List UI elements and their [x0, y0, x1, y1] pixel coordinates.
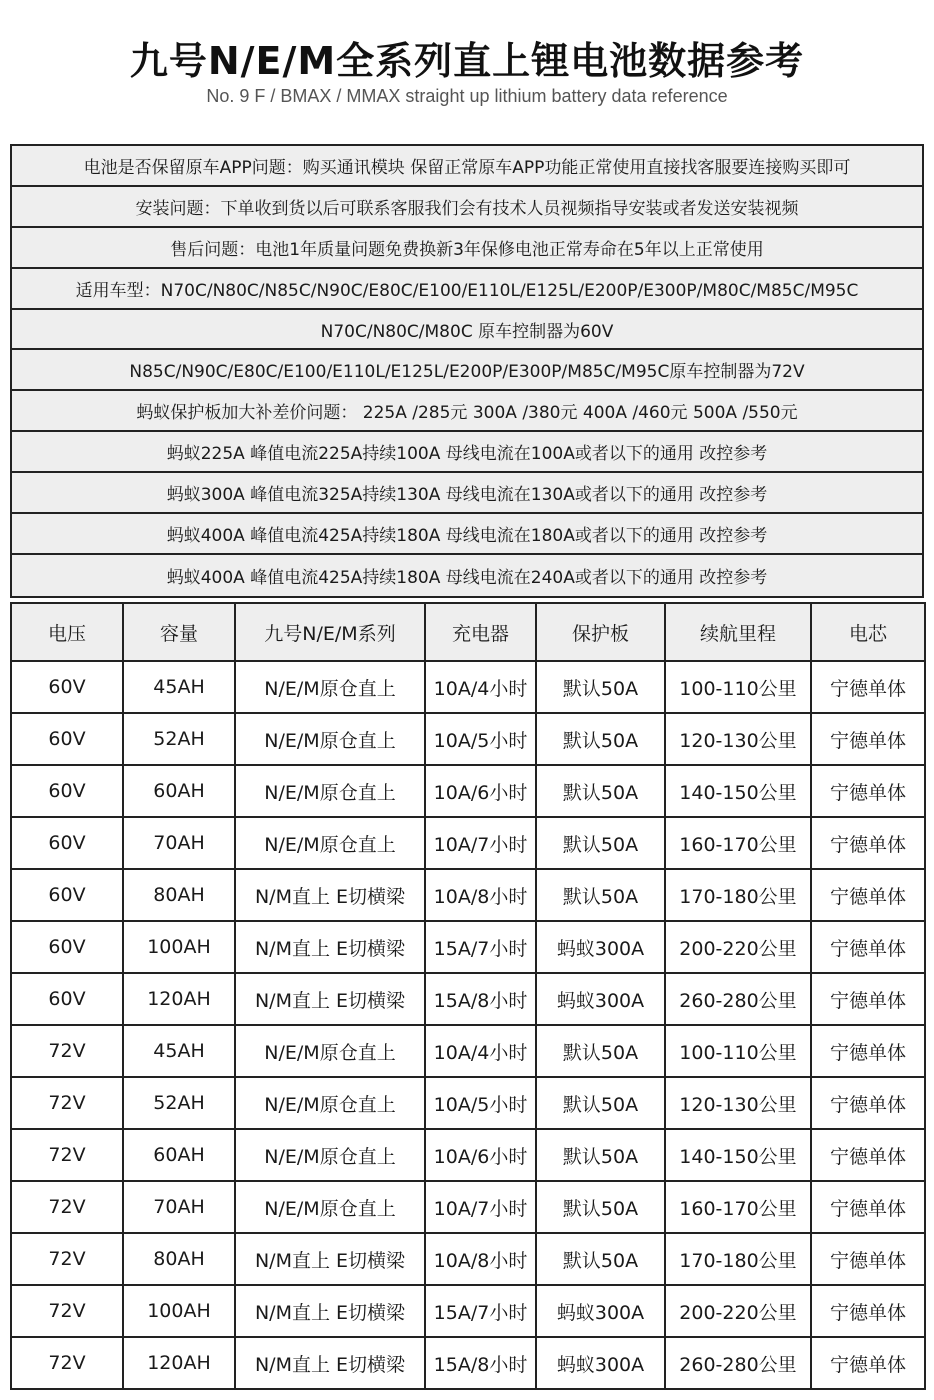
cell-voltage: 72V: [11, 1233, 123, 1285]
cell-series: N/E/M原仓直上: [235, 1181, 425, 1233]
cell-charger: 15A/8小时: [425, 1337, 536, 1389]
cell-series: N/E/M原仓直上: [235, 1025, 425, 1077]
cell-charger: 15A/7小时: [425, 1285, 536, 1337]
battery-spec-table: [10, 602, 926, 1390]
cell-capacity: 100AH: [123, 921, 235, 973]
cell-charger: 15A/8小时: [425, 973, 536, 1025]
cell-capacity: 52AH: [123, 1077, 235, 1129]
table-row: [11, 1025, 925, 1077]
note-compatible-models: 适用车型：N70C/N80C/N85C/N90C/E80C/E100/E110L/E125L/E200P/E300P/M80C/M85C/M95C: [12, 269, 922, 310]
cell-cell-type: 宁德单体: [811, 1025, 925, 1077]
cell-capacity: 60AH: [123, 765, 235, 817]
cell-capacity: 45AH: [123, 1025, 235, 1077]
notes-panel: [10, 144, 924, 598]
cell-voltage: 72V: [11, 1285, 123, 1337]
cell-capacity: 45AH: [123, 661, 235, 713]
cell-charger: 10A/6小时: [425, 765, 536, 817]
cell-capacity: 80AH: [123, 1233, 235, 1285]
cell-range: 100-110公里: [665, 1025, 811, 1077]
cell-cell-type: 宁德单体: [811, 1337, 925, 1389]
cell-series: N/M直上 E切横梁: [235, 1233, 425, 1285]
cell-cell-type: 宁德单体: [811, 765, 925, 817]
cell-charger: 10A/7小时: [425, 1181, 536, 1233]
cell-voltage: 72V: [11, 1025, 123, 1077]
table-row: [11, 713, 925, 765]
note-bms-300a: 蚂蚁300A 峰值电流325A持续130A 母线电流在130A或者以下的通用 改控参考: [12, 473, 922, 514]
table-row: [11, 1233, 925, 1285]
cell-bms: 蚂蚁300A: [536, 1285, 665, 1337]
note-72v-controller: N85C/N90C/E80C/E100/E110L/E125L/E200P/E300P/M85C/M95C原车控制器为72V: [12, 350, 922, 391]
cell-series: N/M直上 E切横梁: [235, 921, 425, 973]
cell-voltage: 60V: [11, 869, 123, 921]
note-app-retention: 电池是否保留原车APP问题：购买通讯模块 保留正常原车APP功能正常使用直接找客服要连接购买即可: [12, 146, 922, 187]
cell-bms: 蚂蚁300A: [536, 973, 665, 1025]
cell-cell-type: 宁德单体: [811, 817, 925, 869]
cell-charger: 10A/4小时: [425, 661, 536, 713]
cell-cell-type: 宁德单体: [811, 713, 925, 765]
table-row: [11, 921, 925, 973]
cell-series: N/E/M原仓直上: [235, 661, 425, 713]
cell-voltage: 60V: [11, 713, 123, 765]
cell-capacity: 120AH: [123, 1337, 235, 1389]
cell-voltage: 72V: [11, 1129, 123, 1181]
header-charger: 充电器: [425, 603, 536, 661]
cell-voltage: 60V: [11, 817, 123, 869]
table-row: [11, 817, 925, 869]
cell-voltage: 60V: [11, 661, 123, 713]
header-series: 九号N/E/M系列: [235, 603, 425, 661]
table-header-row: [11, 603, 925, 661]
cell-range: 170-180公里: [665, 1233, 811, 1285]
cell-range: 160-170公里: [665, 1181, 811, 1233]
cell-charger: 10A/7小时: [425, 817, 536, 869]
note-bms-upgrade-price: 蚂蚁保护板加大补差价问题： 225A /285元 300A /380元 400A /460元 500A /550元: [12, 391, 922, 432]
table-row: [11, 973, 925, 1025]
cell-capacity: 52AH: [123, 713, 235, 765]
cell-voltage: 60V: [11, 765, 123, 817]
header-cell: 电芯: [811, 603, 925, 661]
cell-voltage: 60V: [11, 973, 123, 1025]
table-row: [11, 765, 925, 817]
cell-bms: 默认50A: [536, 1181, 665, 1233]
cell-voltage: 60V: [11, 921, 123, 973]
cell-capacity: 70AH: [123, 1181, 235, 1233]
cell-range: 140-150公里: [665, 1129, 811, 1181]
page-title: 九号N/E/M全系列直上锂电池数据参考: [129, 39, 805, 83]
cell-capacity: 120AH: [123, 973, 235, 1025]
cell-range: 260-280公里: [665, 1337, 811, 1389]
cell-cell-type: 宁德单体: [811, 1233, 925, 1285]
note-installation: 安装问题：下单收到货以后可联系客服我们会有技术人员视频指导安装或者发送安装视频: [12, 187, 922, 228]
cell-bms: 默认50A: [536, 869, 665, 921]
cell-cell-type: 宁德单体: [811, 1129, 925, 1181]
table-row: [11, 1077, 925, 1129]
cell-series: N/E/M原仓直上: [235, 817, 425, 869]
note-60v-controller: N70C/N80C/M80C 原车控制器为60V: [12, 310, 922, 351]
cell-range: 140-150公里: [665, 765, 811, 817]
table-row: [11, 1181, 925, 1233]
cell-bms: 默认50A: [536, 1233, 665, 1285]
cell-cell-type: 宁德单体: [811, 973, 925, 1025]
cell-bms: 默认50A: [536, 765, 665, 817]
cell-cell-type: 宁德单体: [811, 1181, 925, 1233]
cell-range: 200-220公里: [665, 1285, 811, 1337]
cell-cell-type: 宁德单体: [811, 869, 925, 921]
table-row: [11, 1285, 925, 1337]
cell-series: N/M直上 E切横梁: [235, 1337, 425, 1389]
cell-range: 100-110公里: [665, 661, 811, 713]
table-row: [11, 1129, 925, 1181]
table-row: [11, 1337, 925, 1389]
page-subtitle: No. 9 F / BMAX / MMAX straight up lithium battery data reference: [206, 86, 728, 106]
cell-capacity: 60AH: [123, 1129, 235, 1181]
cell-cell-type: 宁德单体: [811, 921, 925, 973]
cell-bms: 默认50A: [536, 1077, 665, 1129]
cell-range: 120-130公里: [665, 1077, 811, 1129]
cell-charger: 10A/5小时: [425, 713, 536, 765]
cell-charger: 10A/8小时: [425, 1233, 536, 1285]
cell-series: N/M直上 E切横梁: [235, 973, 425, 1025]
cell-charger: 10A/6小时: [425, 1129, 536, 1181]
cell-capacity: 80AH: [123, 869, 235, 921]
table-row: [11, 661, 925, 713]
header-capacity: 容量: [123, 603, 235, 661]
note-bms-400a-240: 蚂蚁400A 峰值电流425A持续180A 母线电流在240A或者以下的通用 改控参考: [166, 567, 768, 588]
cell-capacity: 70AH: [123, 817, 235, 869]
cell-cell-type: 宁德单体: [811, 661, 925, 713]
cell-charger: 10A/5小时: [425, 1077, 536, 1129]
header-bms: 保护板: [536, 603, 665, 661]
note-after-sales: 售后问题：电池1年质量问题免费换新3年保修电池正常寿命在5年以上正常使用: [12, 228, 922, 269]
cell-voltage: 72V: [11, 1181, 123, 1233]
cell-series: N/M直上 E切横梁: [235, 869, 425, 921]
cell-series: N/E/M原仓直上: [235, 1129, 425, 1181]
header-range: 续航里程: [665, 603, 811, 661]
note-bms-225a: 蚂蚁225A 峰值电流225A持续100A 母线电流在100A或者以下的通用 改控参考: [12, 432, 922, 473]
cell-series: N/M直上 E切横梁: [235, 1285, 425, 1337]
cell-series: N/E/M原仓直上: [235, 1077, 425, 1129]
cell-bms: 蚂蚁300A: [536, 1337, 665, 1389]
table-body: [11, 661, 925, 1389]
cell-range: 170-180公里: [665, 869, 811, 921]
cell-range: 260-280公里: [665, 973, 811, 1025]
cell-charger: 10A/4小时: [425, 1025, 536, 1077]
cell-voltage: 72V: [11, 1337, 123, 1389]
cell-series: N/E/M原仓直上: [235, 765, 425, 817]
cell-bms: 蚂蚁300A: [536, 921, 665, 973]
cell-range: 160-170公里: [665, 817, 811, 869]
cell-bms: 默认50A: [536, 817, 665, 869]
cell-cell-type: 宁德单体: [811, 1285, 925, 1337]
cell-bms: 默认50A: [536, 1025, 665, 1077]
cell-bms: 默认50A: [536, 661, 665, 713]
cell-range: 200-220公里: [665, 921, 811, 973]
note-bms-400a: 蚂蚁400A 峰值电流425A持续180A 母线电流在180A或者以下的通用 改控参考: [12, 514, 922, 555]
cell-series: N/E/M原仓直上: [235, 713, 425, 765]
cell-capacity: 100AH: [123, 1285, 235, 1337]
cell-charger: 15A/7小时: [425, 921, 536, 973]
cell-bms: 默认50A: [536, 713, 665, 765]
cell-voltage: 72V: [11, 1077, 123, 1129]
header-voltage: 电压: [11, 603, 123, 661]
cell-charger: 10A/8小时: [425, 869, 536, 921]
cell-cell-type: 宁德单体: [811, 1077, 925, 1129]
table-row: [11, 869, 925, 921]
cell-bms: 默认50A: [536, 1129, 665, 1181]
cell-range: 120-130公里: [665, 713, 811, 765]
